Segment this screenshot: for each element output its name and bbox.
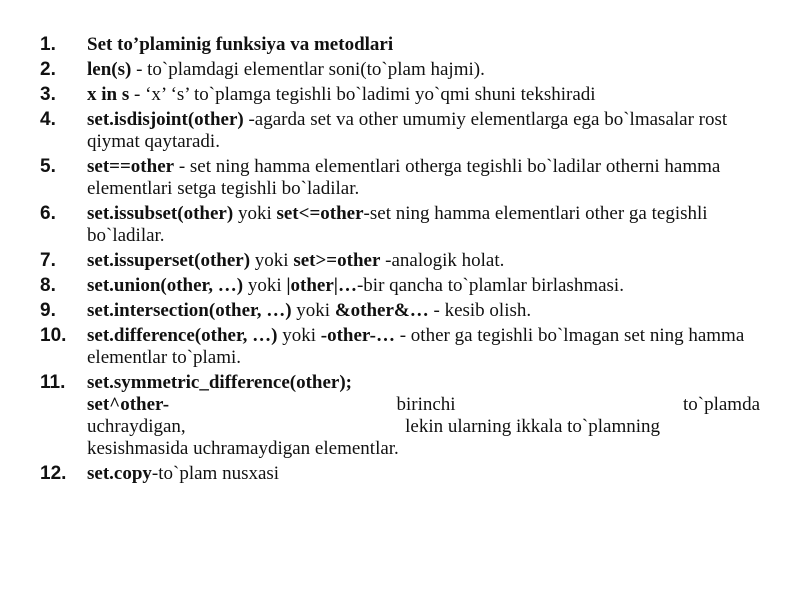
item-code-alt: set<=other <box>276 203 364 224</box>
item-code: set.union(other, …) <box>87 275 244 296</box>
item-code: set.issuperset(other) <box>87 250 251 271</box>
item-code-alt: &other&… <box>334 300 429 321</box>
item-text: yoki <box>291 300 335 321</box>
item-number: 3. <box>40 84 56 105</box>
item-number: 10. <box>40 325 67 346</box>
list-item <box>40 203 760 247</box>
item-text: -set ning hamma elementlari other ga tegishli bo`ladilar. <box>87 203 708 246</box>
item-text: - ‘x’ ‘s’ to`plamga tegishli bo`ladimi yo`qmi shuni tekshiradi <box>129 84 596 105</box>
item-text: yoki <box>277 325 321 346</box>
item-text: lekin ularning ikkala to`plamning <box>405 416 660 437</box>
item-line <box>87 416 660 438</box>
item-number: 8. <box>40 275 56 296</box>
list-item <box>40 372 760 460</box>
item-code: set.issubset(other) <box>87 203 234 224</box>
item-code-alt: set^other- <box>87 394 170 415</box>
item-code: set==other <box>87 156 175 177</box>
item-code: set.copy <box>87 463 152 484</box>
item-text: birinchi <box>396 394 456 415</box>
item-number: 7. <box>40 250 56 271</box>
item-text: kesishmasida uchramaydigan elementlar. <box>87 438 399 459</box>
methods-list <box>40 34 760 488</box>
item-text: -analogik holat. <box>380 250 505 271</box>
list-item <box>40 250 760 272</box>
item-code-alt: -other-… <box>320 325 395 346</box>
list-item <box>40 300 760 322</box>
item-text: to`plamda <box>682 394 760 415</box>
item-number: 11. <box>40 372 66 393</box>
item-text: - set ning hamma elementlari otherga tegishli bo`ladilar otherni hamma elementlari setga tegishli bo`ladilar. <box>87 156 721 199</box>
item-number: 9. <box>40 300 56 321</box>
item-number: 6. <box>40 203 56 224</box>
item-code: set.difference(other, …) <box>87 325 278 346</box>
item-code-alt: |other|… <box>286 275 357 296</box>
item-text: - other ga tegishli bo`lmagan set ning hamma elementlar to`plami. <box>87 325 745 368</box>
list-item <box>40 325 760 369</box>
item-text: yoki <box>243 275 287 296</box>
item-text: uchraydigan, <box>87 416 186 437</box>
item-number: 4. <box>40 109 56 130</box>
list-item <box>40 463 760 485</box>
item-text: - to`plamdagi elementlar soni(to`plam hajmi). <box>131 59 485 80</box>
item-code: set.isdisjoint(other) <box>87 109 244 130</box>
item-text: - kesib olish. <box>428 300 532 321</box>
list-item <box>40 156 760 200</box>
item-number: 2. <box>40 59 56 80</box>
item-number: 1. <box>40 34 56 55</box>
item-line <box>87 394 760 416</box>
item-code: x in s <box>87 84 130 105</box>
item-number: 5. <box>40 156 56 177</box>
list-item <box>40 109 760 153</box>
item-text: -agarda set va other umumiy elementlarga ega bo`lmasalar rost qiymat qaytaradi. <box>87 109 728 152</box>
list-item <box>40 84 760 106</box>
item-code: len(s) <box>87 59 132 80</box>
list-item <box>40 275 760 297</box>
item-text: -to`plam nusxasi <box>151 463 280 484</box>
item-text: yoki <box>250 250 294 271</box>
item-code: set.symmetric_difference(other); <box>87 372 352 393</box>
item-code-alt: set>=other <box>293 250 381 271</box>
item-number: 12. <box>40 463 67 484</box>
list-item <box>40 34 760 56</box>
item-heading: Set to’plaminig funksiya va metodlari <box>87 34 394 55</box>
item-code: set.intersection(other, …) <box>87 300 292 321</box>
item-text: -bir qancha to`plamlar birlashmasi. <box>356 275 624 296</box>
item-text: yoki <box>233 203 277 224</box>
list-item <box>40 59 760 81</box>
